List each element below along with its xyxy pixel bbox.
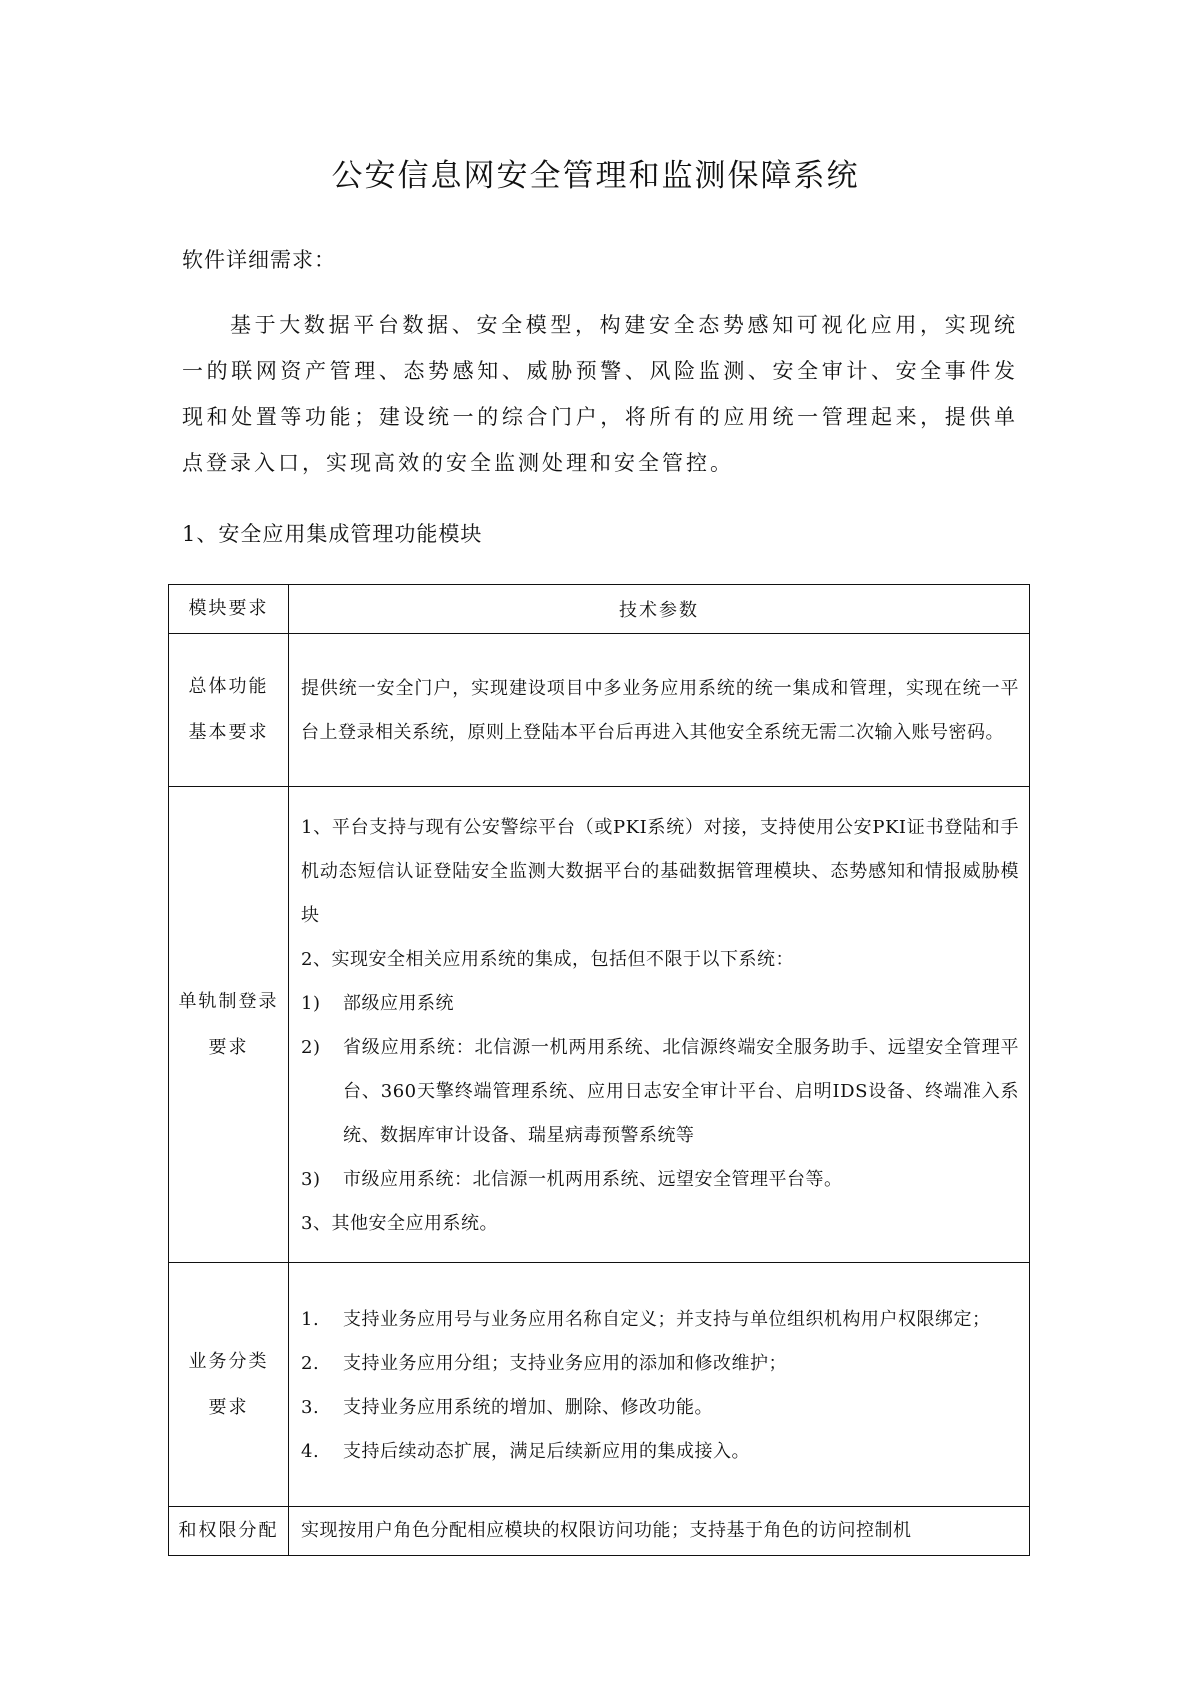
- module-cell: [169, 1263, 289, 1507]
- list-item: [301, 1158, 1019, 1202]
- list-item: [301, 1386, 1019, 1430]
- list-text: 支持业务应用系统的增加、删除、修改功能。: [343, 1396, 713, 1418]
- table-row: [169, 1507, 1030, 1556]
- list-item: [301, 1342, 1019, 1386]
- intro-paragraph: 基于大数据平台数据、安全模型，构建安全态势感知可视化应用，实现统一的联网资产管理、态势感知、威胁预警、风险监测、安全审计、安全事件发现和处置等功能；建设统一的综合门户，将所有的应用统一管理起来，提供单点登录入口，实现高效的安全监测处理和安全管控。: [182, 313, 1018, 475]
- list-number: 3): [301, 1168, 321, 1190]
- list-text: 支持后续动态扩展，满足后续新应用的集成接入。: [343, 1440, 750, 1462]
- param-text: 提供统一安全门户，实现建设项目中多业务应用系统的统一集成和管理，实现在统一平台上登录相关系统，原则上登陆本平台后再进入其他安全系统无需二次输入账号密码。: [301, 678, 1019, 743]
- header-module: 模块要求: [169, 585, 289, 634]
- document-title: 公安信息网安全管理和监测保障系统: [331, 158, 860, 194]
- table-row: [169, 1263, 1030, 1507]
- table-header-row: [169, 585, 1030, 634]
- header-params: 技术参数: [289, 585, 1030, 634]
- list-item: [301, 982, 1019, 1026]
- module-label: 总体功能: [188, 676, 269, 697]
- param-text: 1、平台支持与现有公安警综平台（或PKI系统）对接，支持使用公安PKI证书登陆和手机动态短信认证登陆安全监测大数据平台的基础数据管理模块、态势感知和情报威胁模块: [301, 816, 1019, 926]
- module-label: 业务分类: [188, 1350, 269, 1372]
- list-text: 支持业务应用号与业务应用名称自定义；并支持与单位组织机构用户权限绑定；: [343, 1308, 991, 1330]
- param-text: 实现按用户角色分配相应模块的权限访问功能；支持基于角色的访问控制机: [301, 1520, 912, 1541]
- params-cell: [289, 1263, 1030, 1507]
- list-item: [301, 1026, 1019, 1158]
- list-text: 省级应用系统：北信源一机两用系统、北信源终端安全服务助手、远望安全管理平台、360天擎终端管理系统、应用日志安全审计平台、启明IDS设备、终端准入系统、数据库审计设备、瑞星病毒预警系统等: [343, 1036, 1019, 1146]
- list-text: 市级应用系统：北信源一机两用系统、远望安全管理平台等。: [343, 1168, 843, 1190]
- list-item: [301, 1298, 1019, 1342]
- module-cell: [169, 787, 289, 1263]
- module-label: 和权限分配: [178, 1520, 279, 1541]
- list-number: 2.: [301, 1352, 320, 1374]
- section-heading: 1、安全应用集成管理功能模块: [182, 522, 483, 546]
- list-number: 3.: [301, 1396, 320, 1418]
- module-label: 要求: [208, 1396, 249, 1418]
- list-item: [301, 1430, 1019, 1474]
- requirements-table: [168, 584, 1030, 1556]
- module-label: 基本要求: [188, 722, 269, 743]
- list-text: 部级应用系统: [343, 992, 454, 1014]
- list-number: 1.: [301, 1308, 320, 1330]
- subheading: 软件详细需求：: [182, 248, 336, 272]
- list-number: 4.: [301, 1440, 320, 1462]
- list-number: 2): [301, 1036, 321, 1058]
- params-cell: [289, 634, 1030, 787]
- param-text: 2、实现安全相关应用系统的集成，包括但不限于以下系统：: [301, 948, 794, 970]
- list-number: 1): [301, 992, 321, 1014]
- module-label: 要求: [208, 1036, 249, 1058]
- params-cell: [289, 787, 1030, 1263]
- module-label: 单轨制登录: [178, 990, 279, 1012]
- module-cell: [169, 634, 289, 787]
- table-row: [169, 787, 1030, 1263]
- module-cell: [169, 1507, 289, 1556]
- table-row: [169, 634, 1030, 787]
- params-cell: [289, 1507, 1030, 1556]
- param-text: 3、其他安全应用系统。: [301, 1212, 498, 1234]
- list-text: 支持业务应用分组；支持业务应用的添加和修改维护；: [343, 1352, 787, 1374]
